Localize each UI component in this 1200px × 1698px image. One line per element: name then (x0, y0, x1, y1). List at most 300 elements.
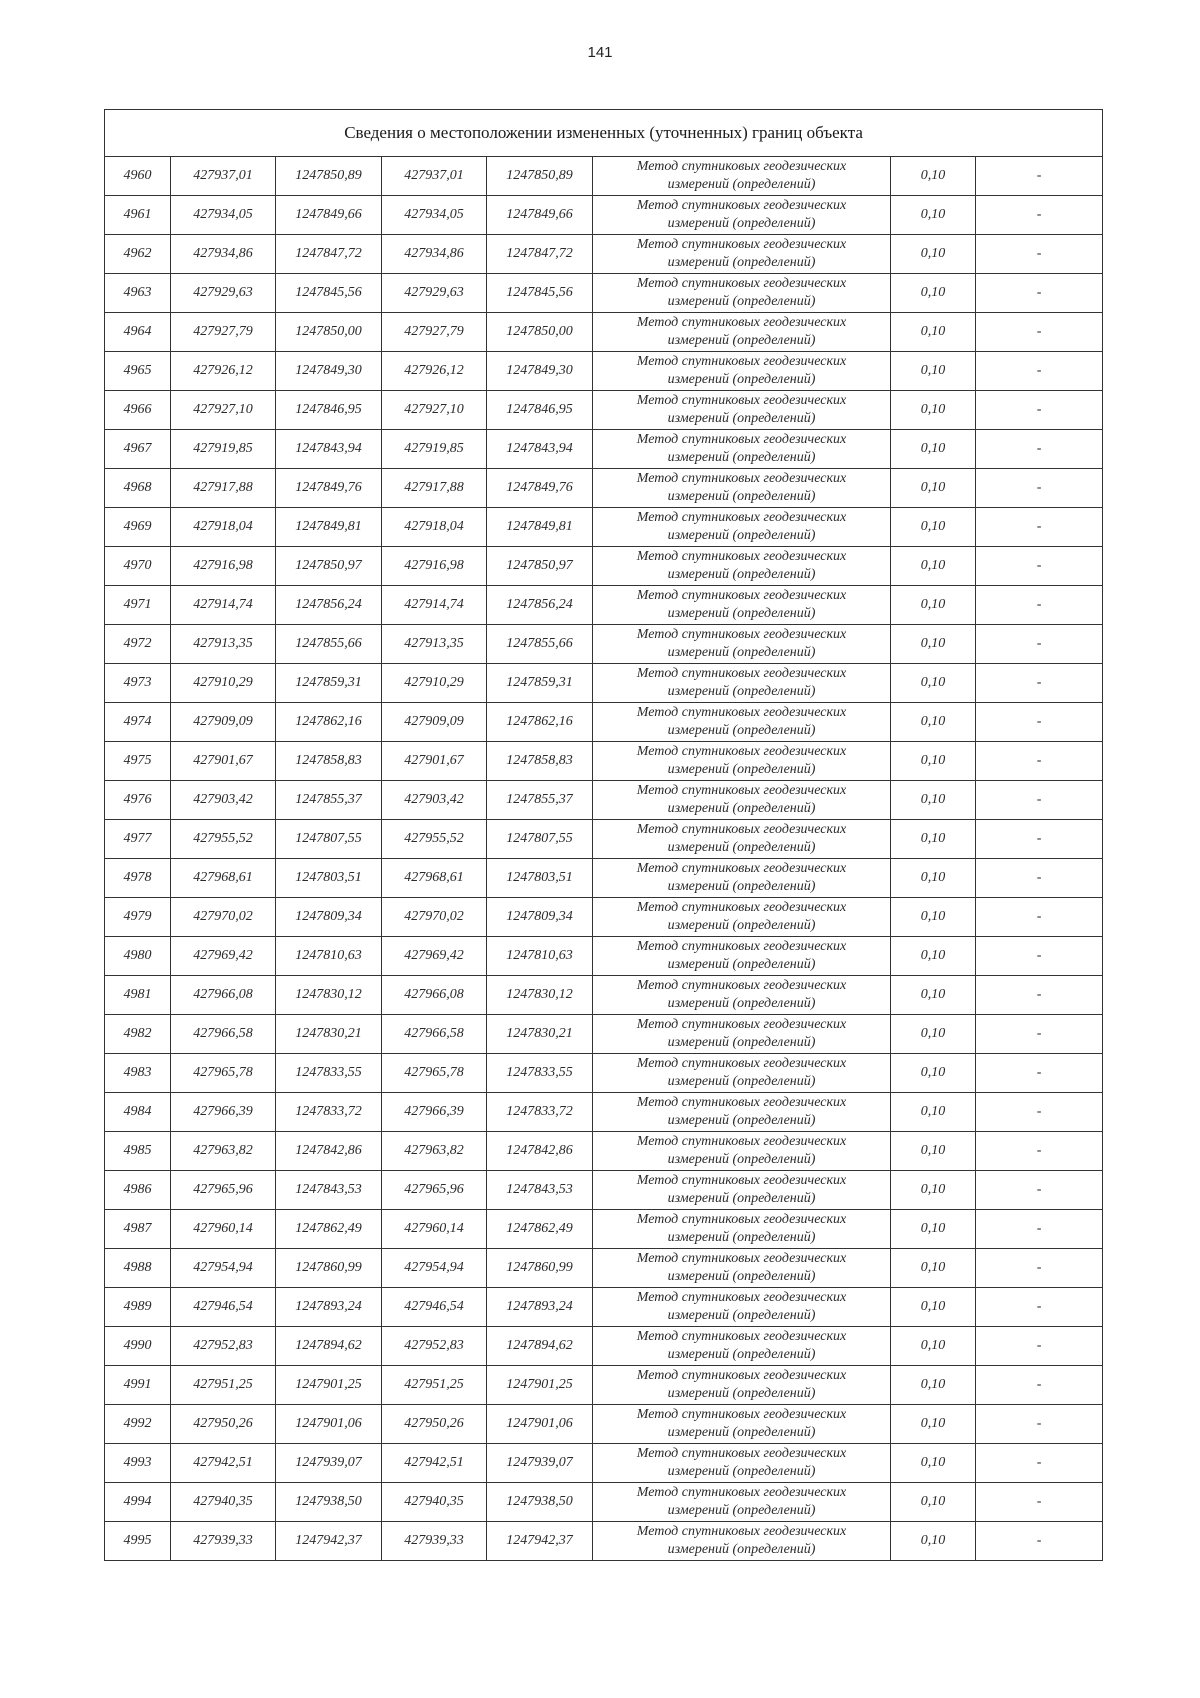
method-text-line1: Метод спутниковых геодезических (636, 393, 847, 408)
table-row (105, 742, 1103, 781)
method-text-line2: измерений (определений) (667, 528, 816, 543)
new-x-cell: 427937,01 (382, 157, 487, 196)
existing-x-cell: 427969,42 (171, 937, 276, 976)
new-x-cell: 427917,88 (382, 469, 487, 508)
existing-y-cell: 1247849,76 (276, 469, 382, 508)
accuracy-cell: 0,10 (891, 625, 976, 664)
existing-y-cell: 1247893,24 (276, 1288, 382, 1327)
existing-x-cell: 427927,79 (171, 313, 276, 352)
new-x-cell: 427939,33 (382, 1522, 487, 1561)
existing-y-cell: 1247830,21 (276, 1015, 382, 1054)
existing-x-cell: 427965,78 (171, 1054, 276, 1093)
existing-y-cell: 1247859,31 (276, 664, 382, 703)
existing-x-cell: 427916,98 (171, 547, 276, 586)
point-number-cell: 4976 (105, 781, 171, 820)
method-cell (593, 1093, 891, 1132)
new-y-cell: 1247849,30 (487, 352, 593, 391)
existing-y-cell: 1247810,63 (276, 937, 382, 976)
point-number-cell: 4963 (105, 274, 171, 313)
note-cell: - (976, 274, 1103, 313)
new-y-cell: 1247842,86 (487, 1132, 593, 1171)
point-number-cell: 4978 (105, 859, 171, 898)
point-number-cell: 4983 (105, 1054, 171, 1093)
table-row (105, 352, 1103, 391)
new-y-cell: 1247830,21 (487, 1015, 593, 1054)
method-text-line2: измерений (определений) (667, 489, 816, 504)
new-y-cell: 1247862,49 (487, 1210, 593, 1249)
existing-x-cell: 427968,61 (171, 859, 276, 898)
accuracy-cell: 0,10 (891, 976, 976, 1015)
accuracy-cell: 0,10 (891, 1405, 976, 1444)
new-y-cell: 1247942,37 (487, 1522, 593, 1561)
accuracy-cell: 0,10 (891, 1093, 976, 1132)
method-text-line2: измерений (определений) (667, 1542, 816, 1557)
method-text-line2: измерений (определений) (667, 372, 816, 387)
existing-x-cell: 427909,09 (171, 703, 276, 742)
method-cell (593, 586, 891, 625)
existing-y-cell: 1247830,12 (276, 976, 382, 1015)
new-x-cell: 427951,25 (382, 1366, 487, 1405)
method-text-line1: Метод спутниковых геодезических (636, 939, 847, 954)
accuracy-cell: 0,10 (891, 1327, 976, 1366)
method-cell (593, 1171, 891, 1210)
point-number-cell: 4968 (105, 469, 171, 508)
method-cell (593, 1405, 891, 1444)
table-row (105, 547, 1103, 586)
point-number-cell: 4969 (105, 508, 171, 547)
method-text-line1: Метод спутниковых геодезических (636, 354, 847, 369)
method-text-line2: измерений (определений) (667, 255, 816, 270)
method-text-line2: измерений (определений) (667, 1152, 816, 1167)
point-number-cell: 4965 (105, 352, 171, 391)
new-y-cell: 1247843,94 (487, 430, 593, 469)
new-x-cell: 427952,83 (382, 1327, 487, 1366)
method-text-line2: измерений (определений) (667, 996, 816, 1011)
note-cell: - (976, 196, 1103, 235)
table-row (105, 781, 1103, 820)
method-cell (593, 898, 891, 937)
method-text-line2: измерений (определений) (667, 294, 816, 309)
existing-x-cell: 427913,35 (171, 625, 276, 664)
note-cell: - (976, 430, 1103, 469)
method-text-line2: измерений (определений) (667, 606, 816, 621)
new-y-cell: 1247850,97 (487, 547, 593, 586)
accuracy-cell: 0,10 (891, 703, 976, 742)
note-cell: - (976, 508, 1103, 547)
existing-y-cell: 1247901,06 (276, 1405, 382, 1444)
method-text-line2: измерений (определений) (667, 645, 816, 660)
point-number-cell: 4972 (105, 625, 171, 664)
existing-y-cell: 1247803,51 (276, 859, 382, 898)
note-cell: - (976, 1054, 1103, 1093)
table-row (105, 1405, 1103, 1444)
existing-y-cell: 1247855,37 (276, 781, 382, 820)
existing-y-cell: 1247846,95 (276, 391, 382, 430)
method-text-line1: Метод спутниковых геодезических (636, 1368, 847, 1383)
new-y-cell: 1247855,37 (487, 781, 593, 820)
method-text-line1: Метод спутниковых геодезических (636, 1485, 847, 1500)
existing-x-cell: 427955,52 (171, 820, 276, 859)
table-title-row (105, 110, 1103, 157)
existing-y-cell: 1247894,62 (276, 1327, 382, 1366)
note-cell: - (976, 1405, 1103, 1444)
existing-x-cell: 427966,58 (171, 1015, 276, 1054)
method-cell (593, 547, 891, 586)
existing-y-cell: 1247939,07 (276, 1444, 382, 1483)
existing-x-cell: 427926,12 (171, 352, 276, 391)
new-y-cell: 1247938,50 (487, 1483, 593, 1522)
note-cell: - (976, 1210, 1103, 1249)
table-row (105, 1210, 1103, 1249)
new-x-cell: 427918,04 (382, 508, 487, 547)
table-row (105, 586, 1103, 625)
method-text-line1: Метод спутниковых геодезических (636, 471, 847, 486)
existing-y-cell: 1247901,25 (276, 1366, 382, 1405)
point-number-cell: 4966 (105, 391, 171, 430)
accuracy-cell: 0,10 (891, 1054, 976, 1093)
existing-y-cell: 1247849,81 (276, 508, 382, 547)
method-cell (593, 1210, 891, 1249)
new-x-cell: 427969,42 (382, 937, 487, 976)
table-row (105, 1249, 1103, 1288)
method-text-line1: Метод спутниковых геодезических (636, 1173, 847, 1188)
table-row (105, 1132, 1103, 1171)
method-cell (593, 157, 891, 196)
new-y-cell: 1247850,00 (487, 313, 593, 352)
method-cell (593, 1015, 891, 1054)
existing-x-cell: 427914,74 (171, 586, 276, 625)
method-cell (593, 352, 891, 391)
table-row (105, 1522, 1103, 1561)
note-cell: - (976, 1522, 1103, 1561)
note-cell: - (976, 1132, 1103, 1171)
new-x-cell: 427968,61 (382, 859, 487, 898)
new-y-cell: 1247845,56 (487, 274, 593, 313)
method-text-line2: измерений (определений) (667, 411, 816, 426)
method-cell (593, 976, 891, 1015)
method-text-line1: Метод спутниковых геодезических (636, 1446, 847, 1461)
existing-x-cell: 427919,85 (171, 430, 276, 469)
existing-x-cell: 427934,86 (171, 235, 276, 274)
point-number-cell: 4967 (105, 430, 171, 469)
accuracy-cell: 0,10 (891, 1132, 976, 1171)
method-text-line2: измерений (определений) (667, 1113, 816, 1128)
page-number: 141 (587, 44, 613, 61)
method-text-line1: Метод спутниковых геодезических (636, 276, 847, 291)
existing-x-cell: 427939,33 (171, 1522, 276, 1561)
table-row (105, 1483, 1103, 1522)
existing-x-cell: 427929,63 (171, 274, 276, 313)
method-text-line2: измерений (определений) (667, 333, 816, 348)
note-cell: - (976, 235, 1103, 274)
table-row (105, 430, 1103, 469)
point-number-cell: 4974 (105, 703, 171, 742)
method-cell (593, 1522, 891, 1561)
note-cell: - (976, 352, 1103, 391)
accuracy-cell: 0,10 (891, 1483, 976, 1522)
method-cell (593, 196, 891, 235)
method-text-line2: измерений (определений) (667, 801, 816, 816)
point-number-cell: 4989 (105, 1288, 171, 1327)
existing-x-cell: 427965,96 (171, 1171, 276, 1210)
new-y-cell: 1247846,95 (487, 391, 593, 430)
note-cell: - (976, 1288, 1103, 1327)
accuracy-cell: 0,10 (891, 352, 976, 391)
existing-x-cell: 427946,54 (171, 1288, 276, 1327)
existing-y-cell: 1247855,66 (276, 625, 382, 664)
point-number-cell: 4994 (105, 1483, 171, 1522)
method-cell (593, 742, 891, 781)
new-y-cell: 1247858,83 (487, 742, 593, 781)
note-cell: - (976, 1249, 1103, 1288)
new-y-cell: 1247862,16 (487, 703, 593, 742)
accuracy-cell: 0,10 (891, 1249, 976, 1288)
note-cell: - (976, 1483, 1103, 1522)
method-text-line2: измерений (определений) (667, 684, 816, 699)
existing-y-cell: 1247942,37 (276, 1522, 382, 1561)
new-x-cell: 427946,54 (382, 1288, 487, 1327)
existing-y-cell: 1247856,24 (276, 586, 382, 625)
table-row (105, 1366, 1103, 1405)
existing-y-cell: 1247842,86 (276, 1132, 382, 1171)
point-number-cell: 4971 (105, 586, 171, 625)
new-y-cell: 1247856,24 (487, 586, 593, 625)
method-text-line1: Метод спутниковых геодезических (636, 1524, 847, 1539)
table-row (105, 898, 1103, 937)
accuracy-cell: 0,10 (891, 157, 976, 196)
point-number-cell: 4960 (105, 157, 171, 196)
existing-x-cell: 427963,82 (171, 1132, 276, 1171)
new-x-cell: 427910,29 (382, 664, 487, 703)
method-text-line1: Метод спутниковых геодезических (636, 744, 847, 759)
table-row (105, 1093, 1103, 1132)
accuracy-cell: 0,10 (891, 235, 976, 274)
new-x-cell: 427919,85 (382, 430, 487, 469)
note-cell: - (976, 391, 1103, 430)
table-row (105, 937, 1103, 976)
existing-x-cell: 427970,02 (171, 898, 276, 937)
method-text-line1: Метод спутниковых геодезических (636, 315, 847, 330)
table-row (105, 703, 1103, 742)
method-cell (593, 1288, 891, 1327)
method-cell (593, 820, 891, 859)
method-text-line1: Метод спутниковых геодезических (636, 432, 847, 447)
table-row (105, 313, 1103, 352)
note-cell: - (976, 1366, 1103, 1405)
method-text-line1: Метод спутниковых геодезических (636, 588, 847, 603)
point-number-cell: 4986 (105, 1171, 171, 1210)
existing-x-cell: 427927,10 (171, 391, 276, 430)
accuracy-cell: 0,10 (891, 196, 976, 235)
point-number-cell: 4973 (105, 664, 171, 703)
new-x-cell: 427929,63 (382, 274, 487, 313)
method-text-line1: Метод спутниковых геодезических (636, 1017, 847, 1032)
method-text-line1: Метод спутниковых геодезических (636, 705, 847, 720)
note-cell: - (976, 1015, 1103, 1054)
method-cell (593, 274, 891, 313)
method-text-line2: измерений (определений) (667, 1308, 816, 1323)
method-text-line2: измерений (определений) (667, 1386, 816, 1401)
method-text-line2: измерений (определений) (667, 1347, 816, 1362)
new-y-cell: 1247893,24 (487, 1288, 593, 1327)
note-cell: - (976, 742, 1103, 781)
new-x-cell: 427966,39 (382, 1093, 487, 1132)
table-row (105, 1327, 1103, 1366)
point-number-cell: 4964 (105, 313, 171, 352)
new-y-cell: 1247833,55 (487, 1054, 593, 1093)
table-row (105, 157, 1103, 196)
method-text-line2: измерений (определений) (667, 1191, 816, 1206)
accuracy-cell: 0,10 (891, 391, 976, 430)
method-cell (593, 313, 891, 352)
point-number-cell: 4985 (105, 1132, 171, 1171)
point-number-cell: 4980 (105, 937, 171, 976)
note-cell: - (976, 1171, 1103, 1210)
accuracy-cell: 0,10 (891, 898, 976, 937)
table-row (105, 976, 1103, 1015)
table-row (105, 859, 1103, 898)
existing-x-cell: 427954,94 (171, 1249, 276, 1288)
new-x-cell: 427965,96 (382, 1171, 487, 1210)
method-text-line1: Метод спутниковых геодезических (636, 900, 847, 915)
method-text-line2: измерений (определений) (667, 1503, 816, 1518)
existing-y-cell: 1247858,83 (276, 742, 382, 781)
method-cell (593, 1483, 891, 1522)
table-row (105, 391, 1103, 430)
new-x-cell: 427970,02 (382, 898, 487, 937)
accuracy-cell: 0,10 (891, 1171, 976, 1210)
accuracy-cell: 0,10 (891, 469, 976, 508)
accuracy-cell: 0,10 (891, 1210, 976, 1249)
note-cell: - (976, 937, 1103, 976)
new-x-cell: 427965,78 (382, 1054, 487, 1093)
method-cell (593, 1327, 891, 1366)
new-y-cell: 1247830,12 (487, 976, 593, 1015)
accuracy-cell: 0,10 (891, 820, 976, 859)
method-cell (593, 391, 891, 430)
existing-x-cell: 427942,51 (171, 1444, 276, 1483)
existing-y-cell: 1247849,66 (276, 196, 382, 235)
method-text-line2: измерений (определений) (667, 762, 816, 777)
existing-x-cell: 427951,25 (171, 1366, 276, 1405)
new-y-cell: 1247859,31 (487, 664, 593, 703)
new-y-cell: 1247833,72 (487, 1093, 593, 1132)
new-x-cell: 427954,94 (382, 1249, 487, 1288)
method-text-line1: Метод спутниковых геодезических (636, 783, 847, 798)
method-cell (593, 508, 891, 547)
accuracy-cell: 0,10 (891, 742, 976, 781)
new-y-cell: 1247901,06 (487, 1405, 593, 1444)
existing-x-cell: 427937,01 (171, 157, 276, 196)
method-cell (593, 937, 891, 976)
existing-x-cell: 427950,26 (171, 1405, 276, 1444)
method-text-line2: измерений (определений) (667, 957, 816, 972)
point-number-cell: 4991 (105, 1366, 171, 1405)
method-text-line2: измерений (определений) (667, 840, 816, 855)
new-x-cell: 427903,42 (382, 781, 487, 820)
method-cell (593, 625, 891, 664)
accuracy-cell: 0,10 (891, 1366, 976, 1405)
method-text-line1: Метод спутниковых геодезических (636, 1056, 847, 1071)
table-row (105, 820, 1103, 859)
method-text-line2: измерений (определений) (667, 216, 816, 231)
method-text-line1: Метод спутниковых геодезических (636, 1407, 847, 1422)
table-row (105, 1444, 1103, 1483)
new-y-cell: 1247849,66 (487, 196, 593, 235)
point-number-cell: 4995 (105, 1522, 171, 1561)
point-number-cell: 4993 (105, 1444, 171, 1483)
method-cell (593, 664, 891, 703)
table-row (105, 1288, 1103, 1327)
new-x-cell: 427927,79 (382, 313, 487, 352)
method-text-line1: Метод спутниковых геодезических (636, 1251, 847, 1266)
accuracy-cell: 0,10 (891, 586, 976, 625)
method-text-line2: измерений (определений) (667, 1425, 816, 1440)
method-text-line1: Метод спутниковых геодезических (636, 1134, 847, 1149)
method-text-line2: измерений (определений) (667, 723, 816, 738)
existing-y-cell: 1247849,30 (276, 352, 382, 391)
note-cell: - (976, 976, 1103, 1015)
point-number-cell: 4977 (105, 820, 171, 859)
table-row (105, 508, 1103, 547)
existing-y-cell: 1247833,55 (276, 1054, 382, 1093)
existing-y-cell: 1247860,99 (276, 1249, 382, 1288)
new-x-cell: 427927,10 (382, 391, 487, 430)
accuracy-cell: 0,10 (891, 313, 976, 352)
table-row (105, 1171, 1103, 1210)
method-text-line2: измерений (определений) (667, 1035, 816, 1050)
existing-y-cell: 1247833,72 (276, 1093, 382, 1132)
method-text-line2: измерений (определений) (667, 1464, 816, 1479)
table-row (105, 196, 1103, 235)
point-number-cell: 4990 (105, 1327, 171, 1366)
existing-y-cell: 1247850,89 (276, 157, 382, 196)
existing-y-cell: 1247847,72 (276, 235, 382, 274)
existing-x-cell: 427901,67 (171, 742, 276, 781)
method-cell (593, 1366, 891, 1405)
note-cell: - (976, 586, 1103, 625)
accuracy-cell: 0,10 (891, 781, 976, 820)
note-cell: - (976, 1093, 1103, 1132)
existing-y-cell: 1247862,16 (276, 703, 382, 742)
existing-y-cell: 1247938,50 (276, 1483, 382, 1522)
method-cell (593, 781, 891, 820)
new-x-cell: 427914,74 (382, 586, 487, 625)
new-x-cell: 427942,51 (382, 1444, 487, 1483)
new-y-cell: 1247939,07 (487, 1444, 593, 1483)
new-y-cell: 1247809,34 (487, 898, 593, 937)
method-cell (593, 469, 891, 508)
method-text-line1: Метод спутниковых геодезических (636, 159, 847, 174)
new-y-cell: 1247901,25 (487, 1366, 593, 1405)
method-cell (593, 430, 891, 469)
existing-x-cell: 427917,88 (171, 469, 276, 508)
new-x-cell: 427966,58 (382, 1015, 487, 1054)
accuracy-cell: 0,10 (891, 1015, 976, 1054)
note-cell: - (976, 898, 1103, 937)
method-text-line2: измерений (определений) (667, 450, 816, 465)
new-x-cell: 427940,35 (382, 1483, 487, 1522)
point-number-cell: 4987 (105, 1210, 171, 1249)
note-cell: - (976, 859, 1103, 898)
existing-x-cell: 427966,39 (171, 1093, 276, 1132)
method-text-line2: измерений (определений) (667, 177, 816, 192)
point-number-cell: 4970 (105, 547, 171, 586)
method-text-line1: Метод спутниковых геодезических (636, 198, 847, 213)
method-text-line1: Метод спутниковых геодезических (636, 237, 847, 252)
note-cell: - (976, 781, 1103, 820)
accuracy-cell: 0,10 (891, 430, 976, 469)
